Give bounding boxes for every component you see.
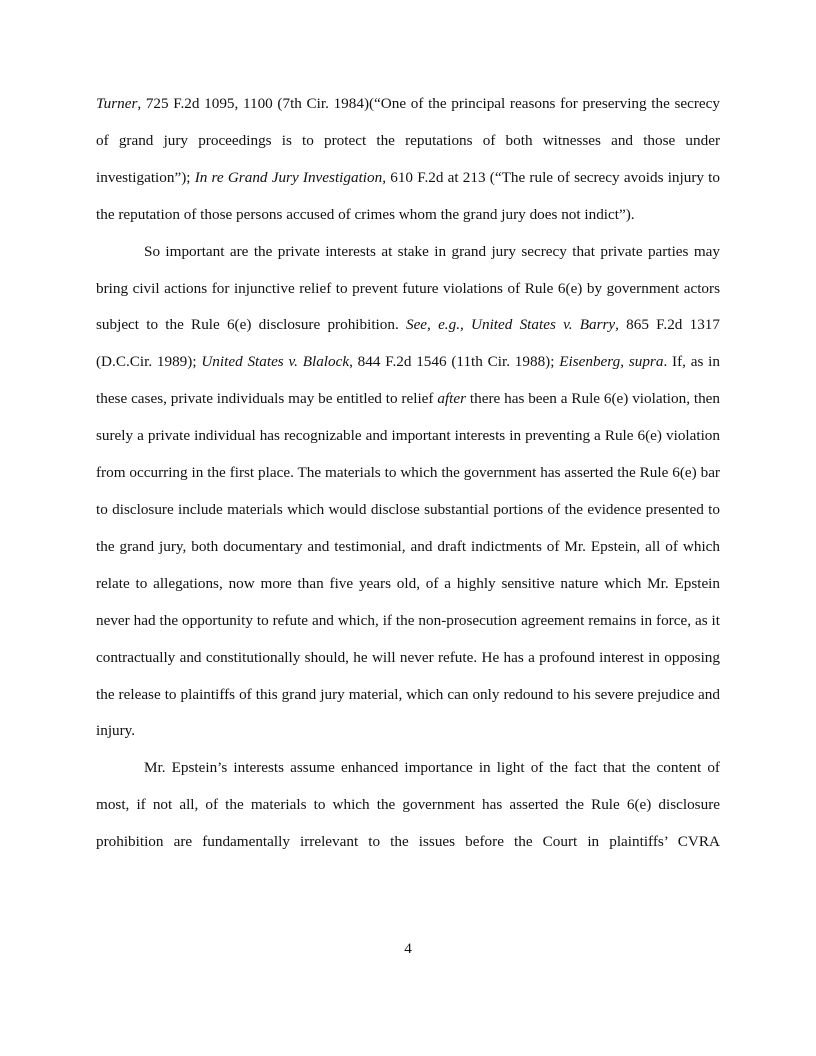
case-citation: Turner [96,95,138,112]
case-citation: See, e.g., United States v. Barry [405,316,616,334]
case-citation: United States v. Blalock [201,353,350,371]
text-run: . If, as in these cases, private individuals may be entitled to relief [96,353,720,408]
case-citation: Eisenberg [559,353,621,371]
emphasis: after [437,390,467,408]
text-run: , 844 F.2d 1546 (11th Cir. 1988); [349,353,560,371]
text-run: , 865 F.2d 1317 (D.C.Cir. 1989); [96,316,720,371]
text-run: , 725 F.2d 1095, 1100 (7th Cir. 1984)(“One of the principal reasons for preserving the secrecy of grand jury proceedings is to protect the reputations of both witnesses and those under investigation”); [96,95,720,186]
text-run: Mr. Epstein’s interests assume enhanced importance in light of the fact that the content of most, if not all, of the materials to which the government has asserted the Rule 6(e) disclosure prohibition are fundamentally irrelevant to the issues before the Court in plaintiffs’ CVRA [96,759,720,851]
continued-paragraph [96,86,720,234]
case-citation: In re Grand Jury Investigation [194,168,383,186]
enhanced-importance-paragraph [96,750,720,861]
page-number: 4 [404,940,412,957]
case-citation: supra [628,353,664,371]
document-body [96,86,720,861]
text-run: there has been a Rule 6(e) violation, then surely a private individual has recognizable and important interests in preventing a Rule 6(e) violation from occurring in the first place. The materials to which the government has asserted the Rule 6(e) bar to disclosure include materials which would disclose substantial portions of the evidence presented to the grand jury, both documentary and testimonial, and draft indictments of Mr. Epstein, all of which relate to allegations, now more than five years old, of a highly sensitive nature which Mr. Epstein never had the opportunity to refute and which, if the non-prosecution agreement remains in force, as it contractually and constitutionally should, he will never refute. He has a profound interest in opposing the release to plaintiffs of this grand jury material, which can only redound to his severe prejudice and injury. [96,390,720,740]
text-run: So important are the private interests at stake in grand jury secrecy that private parties may bring civil actions for injunctive relief to prevent future violations of Rule 6(e) by government actors subject to the Rule 6(e) disclosure prohibition. [96,242,720,334]
text-run: , 610 F.2d at 213 (“The rule of secrecy avoids injury to the reputation of those persons accused of crimes whom the grand jury does not indict”). [96,168,720,223]
private-interests-paragraph [96,234,720,751]
text-run: , [620,353,629,371]
